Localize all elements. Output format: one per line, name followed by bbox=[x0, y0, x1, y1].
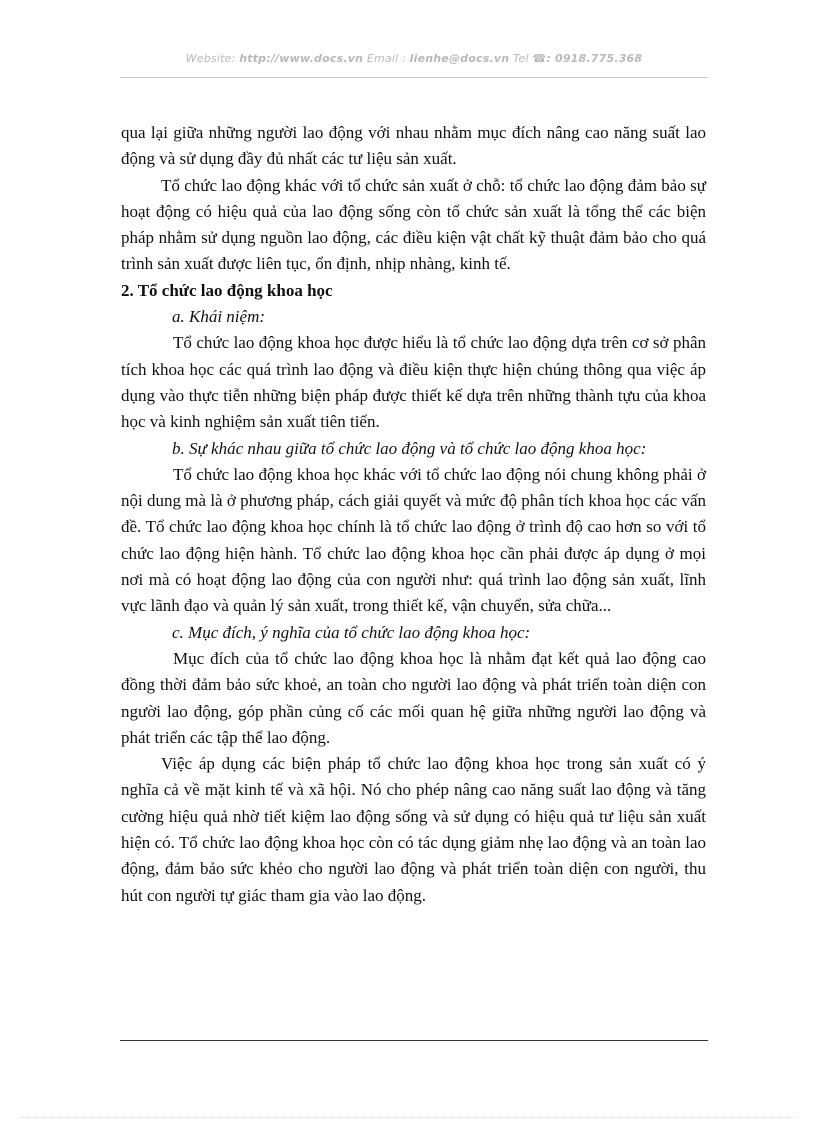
email-link[interactable]: lienhe@docs.vn bbox=[409, 52, 510, 65]
paragraph-purpose: Mục đích của tổ chức lao động khoa học là nhằm đạt kết quả lao động cao đồng thời đảm bảo sức khoẻ, an toàn cho người lao động và phát triển toàn diện con người lao động, góp phần củng cố các mối quan hệ giữa những người lao động và phát triển các tập thể lao động. bbox=[121, 648, 706, 747]
email-label: Email : bbox=[363, 52, 410, 65]
phone-icon: ☎ bbox=[532, 52, 547, 65]
document-body bbox=[121, 120, 706, 909]
paragraph-concept: Tổ chức lao động khoa học được hiểu là tổ chức lao động dựa trên cơ sở phân tích khoa học các quá trình lao động và điều kiện thực hiện chúng thông qua việc áp dụng vào thực tiễn những biện pháp được thiết kế dựa trên những thành tựu của khoa học và kinh nghiệm sản xuất tiên tiến. bbox=[121, 333, 706, 432]
subheading-concept: a. Khái niệm: bbox=[172, 307, 266, 327]
paragraph-labor-vs-production: Tổ chức lao động khác với tổ chức sản xuất ở chỗ: tổ chức lao động đảm bảo sự hoạt động có hiệu quả của lao động sống còn tổ chức sản xuất là tổng thể các biện pháp nhằm sử dụng nguồn lao động, các điều kiện vật chất kỹ thuật đảm bảo cho quá trình sản xuất được liên tục, ổn định, nhịp nhàng, kinh tế. bbox=[121, 175, 706, 274]
tel-number: : 0918.775.368 bbox=[546, 52, 643, 65]
paragraph-significance: Việc áp dụng các biện pháp tổ chức lao động khoa học trong sản xuất có ý nghĩa cả về mặt kinh tế và xã hội. Nó cho phép nâng cao năng suất lao động và tăng cường hiệu quả nhờ tiết kiệm lao động sống và sử dụng có hiệu quả tư liệu sản xuất hiện có. Tổ chức lao động khoa học còn có tác dụng giảm nhẹ lao động và an toàn lao động, đảm bảo sức khẻo cho người lao động và phát triển toàn diện con người, thu hút con người tự giác tham gia vào lao động. bbox=[121, 754, 706, 905]
footer-divider bbox=[120, 1040, 708, 1041]
tel-label: Tel bbox=[509, 52, 533, 65]
page-header bbox=[120, 52, 708, 65]
website-link[interactable]: http://www.docs.vn bbox=[239, 52, 364, 65]
paragraph-difference: Tổ chức lao động khoa học khác với tổ chức lao động nói chung không phải ở nội dung mà là ở phương pháp, cách giải quyết và mức độ phân tích khoa học các vấn đề. Tổ chức lao động khoa học chính là tổ chức lao động ở trình độ cao hơn so với tổ chức lao động hiện hành. Tổ chức lao động khoa học cần phải được áp dụng ở mọi nơi mà có hoạt động lao động của con người như: quá trình lao động sản xuất, lĩnh vực lãnh đạo và quản lý sản xuất, trong thiết kế, vận chuyển, sửa chữa... bbox=[121, 464, 706, 616]
paragraph-continuation: qua lại giữa những người lao động với nhau nhằm mục đích nâng cao năng suất lao động và sử dụng đầy đủ nhất các tư liệu sản xuất. bbox=[121, 123, 706, 169]
subheading-difference: b. Sự khác nhau giữa tổ chức lao động và tổ chức lao động khoa học: bbox=[172, 438, 647, 458]
header-divider bbox=[120, 77, 708, 78]
website-label: Website: bbox=[185, 52, 240, 65]
section-heading: 2. Tổ chức lao động khoa học bbox=[121, 280, 333, 300]
page-bottom-border bbox=[20, 1117, 796, 1118]
subheading-purpose: c. Mục đích, ý nghĩa của tổ chức lao động khoa học: bbox=[172, 622, 531, 642]
